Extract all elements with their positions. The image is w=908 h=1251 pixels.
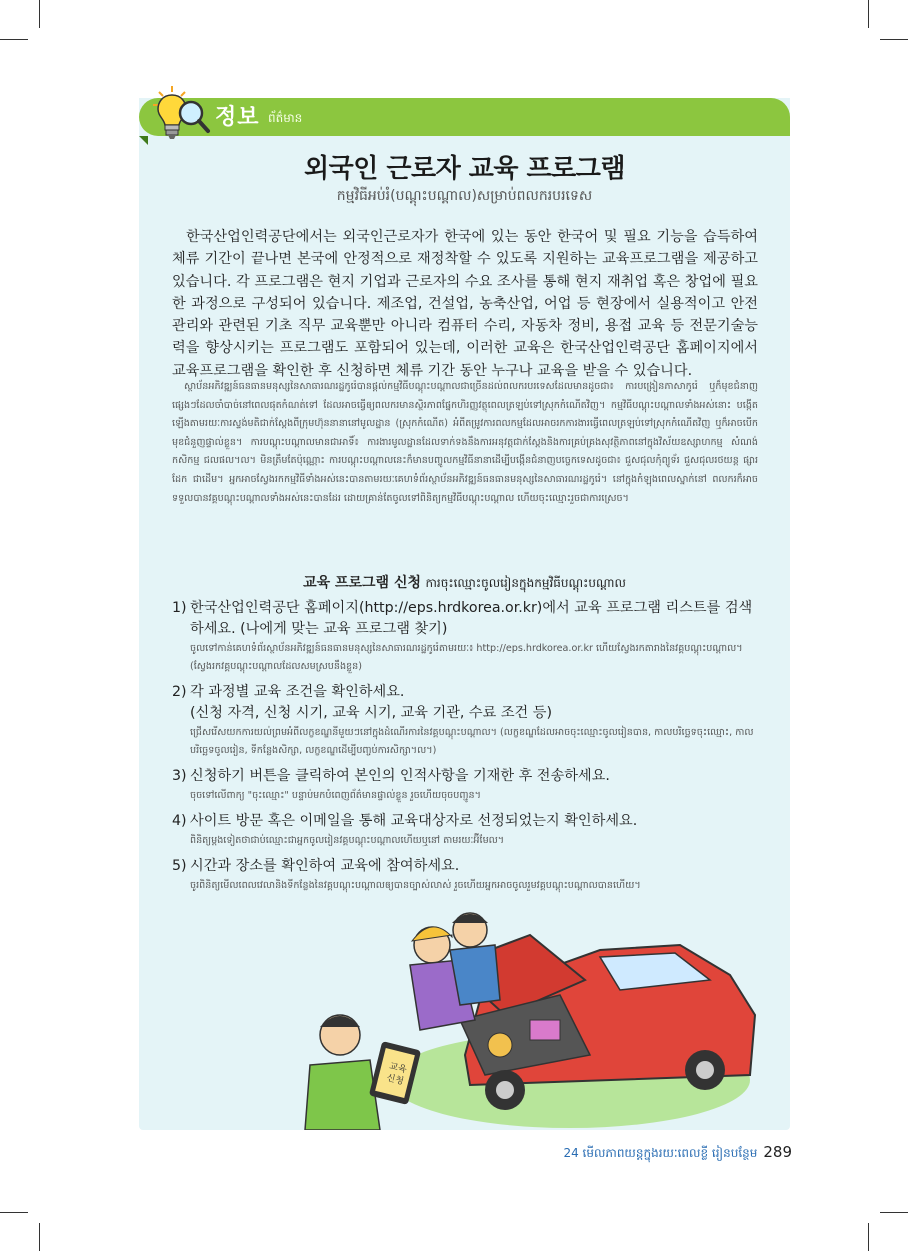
header-fold — [139, 136, 148, 145]
section-heading-khmer: ការចុះឈ្មោះចូលរៀនក្នុងកម្មវិធីបណ្តុះបណ្តាល — [425, 576, 626, 590]
section-heading-korean: 교육 프로그램 신청 — [303, 575, 422, 591]
page-title: 외국인 근로자 교육 프로그램 — [303, 154, 626, 184]
step-item — [172, 598, 762, 676]
tablet-text: 교육 — [388, 1061, 408, 1076]
crop-mark — [0, 1212, 28, 1213]
step-item — [172, 856, 762, 895]
step-number: 2) — [172, 684, 187, 700]
steps-list — [172, 598, 762, 901]
step-number: 1) — [172, 600, 187, 616]
section-heading — [139, 572, 790, 593]
step-item — [172, 766, 762, 805]
crop-mark — [868, 0, 869, 28]
step-khmer: ជ្រើសរើសយកការយល់ព្រមអំពីលក្ខខណ្ឌនីមួយៗនៅក្នុងដំណើរការនៃវគ្គបណ្តុះបណ្តាល។ (លក្ខខណ្ឌដែលអាចចុះឈ្មោះចូលរៀនបាន, កាលបរិច្ឆេទចុះឈ្មោះ, កាលបរិច្ឆេទចូលរៀន, ទីកន្លែងសិក្សា, លក្ខខណ្ឌដើម្បីបញ្ចប់ការសិក្សា។ល។) — [190, 727, 754, 756]
step-text: 한국산업인력공단 홈페이지(http://eps.hrdkorea.or.kr)에서 교육 프로그램 리스트를 검색하세요. (나에게 맞는 교육 프로그램 찾기) — [190, 600, 753, 637]
lightbulb-magnifier-icon — [150, 83, 214, 145]
step-text: 각 과정별 교육 조건을 확인하세요. — [190, 684, 405, 700]
info-header-subtitle: ព័ត៌មាន — [268, 111, 303, 125]
step-text: 시간과 장소를 확인하여 교육에 참여하세요. — [190, 858, 460, 874]
tablet-text: 신청 — [385, 1073, 405, 1088]
step-khmer: ពិនិត្យម្តងទៀតថាជាប់ឈ្មោះជាអ្នកចូលរៀនវគ្គបណ្តុះបណ្តាលហើយឬនៅ តាមរយៈអ៊ីមែល។ — [190, 835, 505, 846]
step-item — [172, 811, 762, 850]
crop-mark — [880, 1212, 908, 1213]
workers-repairing-car-illustration — [300, 905, 780, 1130]
step-khmer: ចុចទៅលើពាក្យ "ចុះឈ្មោះ" បន្ទាប់មកបំពេញព័ត៌មានផ្ទាល់ខ្លួន រួចហើយចុចបញ្ជូន។ — [190, 790, 481, 801]
crop-mark — [39, 1223, 40, 1251]
step-note: (신청 자격, 신청 시기, 교육 시기, 교육 기관, 수료 조건 등) — [190, 705, 553, 721]
page-subtitle: កម្មវិធីអប់រំ(បណ្តុះបណ្តាល)សម្រាប់ពលករបរទេស — [336, 188, 593, 204]
body-paragraph-khmer: ស្ថាប័នអភិវឌ្ឍន៍ធនធានមនុស្សនៃសាធារណរដ្ឋកូរ៉េបានផ្តល់កម្មវិធីបណ្តុះបណ្តាលជាច្រើនដល់ពលករបរទេសដែលមានដូចជា៖ ការបង្រៀនភាសាកូរ៉េ ឬក៏មុខជំនាញផ្សេងៗដែលចាំបាច់នៅពេលផុតកំណត់ទៅ ដែលអាចធ្វើឲ្យពលករមានស្ថិរភាពផ្នែកហិរញ្ញវត្ថុពេលត្រឡប់ទៅស្រុកកំណើតវិញ។ កម្មវិធីបណ្តុះបណ្តាលទាំងអស់នោះ បង្កើតឡើងតាមរយៈការស្ទង់មតិជាក់ស្តែងពីក្រុមហ៊ុននានានៅមូលដ្ឋាន (ស្រុកកំណើត) អំពីតម្រូវការពលកម្មដែលអាចរកការងារធ្វើពេលត្រឡប់ទៅស្រុកកំណើតវិញ ឬក៏អាចបើកមុខជំនួញផ្ទាល់ខ្លួន។ ការបណ្តុះបណ្តាលមានជាអាទិ៍៖ ការងារមូលដ្ឋានដែលទាក់ទងនឹងការអនុវត្តជាក់ស្តែងនិងការគ្រប់គ្រងសុវត្ថិភាពនៅក្នុងវិស័យឧស្សាហកម្ម សំណង់ កសិកម្ម ជលផល។ល។ មិនត្រឹមតែប៉ុណ្ណោះ ការបណ្តុះបណ្តាលនេះក៏មានបញ្ចូលកម្មវិធីនានាដើម្បីបង្កើនជំនាញបច្ចេកទេសដូចជា៖ ជួសជុលកុំព្យូទ័រ ជួសជុលរថយន្ត ផ្សារដែក ជាដើម។ អ្នកអាចស្វែងរកកម្មវិធីទាំងអស់នេះបានតាមរយៈគេហទំព័រស្ថាប័នអភិវឌ្ឍន៍ធនធានមនុស្សនៃសាធារណរដ្ឋកូរ៉េ។ នៅក្នុងកំឡុងពេលស្នាក់នៅ ពលករក៏អាចទទួលបានវគ្គបណ្តុះបណ្តាលទាំងអស់នេះបានដែរ ដោយគ្រាន់តែចូលទៅពិនិត្យកម្មវិធីបណ្តុះបណ្តាល ហើយចុះឈ្មោះរួចជាការស្រេច។ — [172, 381, 758, 504]
step-item — [172, 682, 762, 760]
step-khmer: ចូលទៅកាន់គេហទំព័រស្ថាប័នអភិវឌ្ឍន៍ធនធានមនុស្សនៃសាធារណរដ្ឋកូរ៉េតាមរយៈ៖ http://eps.hrdkorea.or.kr ហើយស្វែងរកតារាងនៃវគ្គបណ្តុះបណ្តាល។ (ស្វែងរកវគ្គបណ្តុះបណ្តាលដែលសមស្របនឹងខ្លួន) — [190, 643, 743, 672]
step-text: 신청하기 버튼을 클릭하여 본인의 인적사항을 기재한 후 전송하세요. — [190, 768, 610, 784]
step-number: 5) — [172, 858, 187, 874]
page-footer — [563, 1143, 792, 1163]
footer-chapter: 24 មើលភាពយន្តក្នុងរយៈពេលខ្លី រៀនបន្ថែម — [563, 1146, 758, 1160]
info-header-title: 정보 — [215, 105, 260, 130]
crop-mark — [39, 0, 40, 28]
step-text: 사이트 방문 혹은 이메일을 통해 교육대상자로 선정되었는지 확인하세요. — [190, 813, 638, 829]
page-number: 289 — [763, 1143, 792, 1161]
crop-mark — [0, 39, 28, 40]
body-paragraph-korean: 한국산업인력공단에서는 외국인근로자가 한국에 있는 동안 한국어 및 필요 기능을 습득하여 체류 기간이 끝나면 본국에 안정적으로 재정착할 수 있도록 지원하는 교육프로그램을 제공하고 있습니다. 각 프로그램은 현지 기업과 근로자의 수요 조사를 통해 현지 재취업 혹은 창업에 필요한 과정으로 구성되어 있습니다. 제조업, 건설업, 농축산업, 어업 등 현장에서 실용적이고 안전 관리와 관련된 기초 직무 교육뿐만 아니라 컴퓨터 수리, 자동차 정비, 용접 교육 등 전문기술능력을 향상시키는 프로그램도 포함되어 있는데, 이러한 교육은 한국산업인력공단 홈페이지에서 교육프로그램을 확인한 후 신청하면 체류 기간 동안 누구나 교육을 받을 수 있습니다. — [172, 229, 758, 379]
step-number: 3) — [172, 768, 187, 784]
crop-mark — [868, 1223, 869, 1251]
step-number: 4) — [172, 813, 187, 829]
crop-mark — [880, 39, 908, 40]
step-khmer: ចូរពិនិត្យមើលពេលវេលានិងទីកន្លែងនៃវគ្គបណ្តុះបណ្តាលឲ្យបានច្បាស់លាស់ រួចហើយអ្នកអាចចូលរួមវគ្គបណ្តុះបណ្តាលបានហើយ។ — [190, 880, 641, 891]
